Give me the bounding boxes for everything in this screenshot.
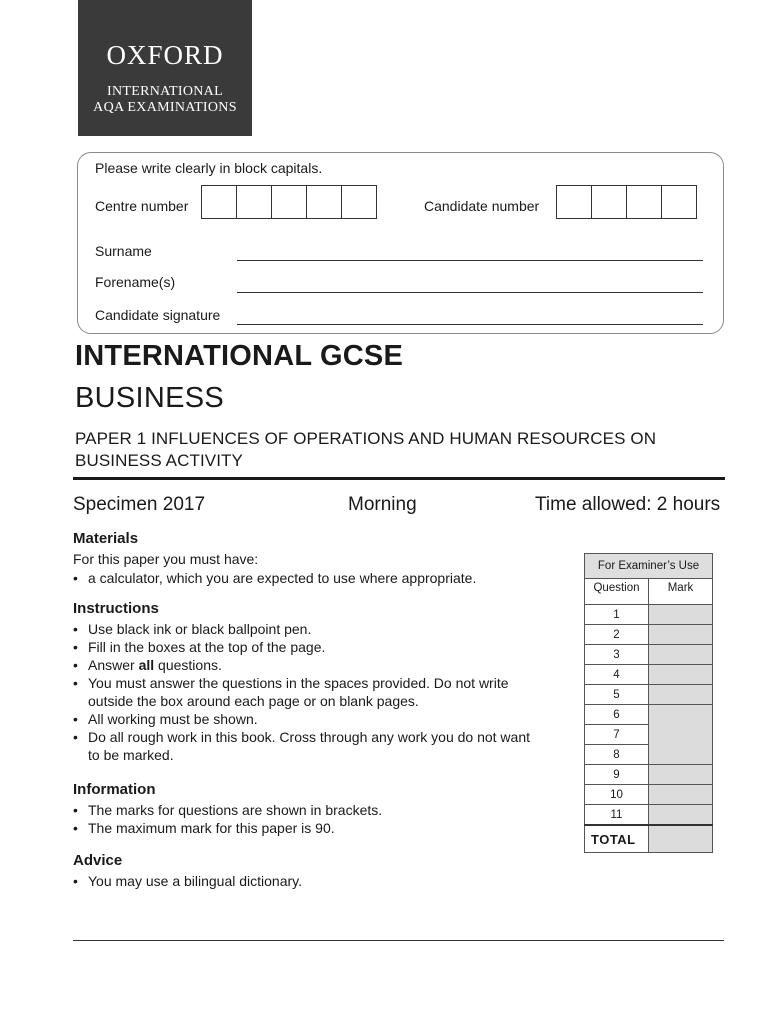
question-number: 6 bbox=[585, 705, 649, 725]
list-item: • You may use a bilingual dictionary. bbox=[73, 872, 533, 890]
information-section bbox=[73, 781, 533, 837]
question-number: 5 bbox=[585, 685, 649, 705]
mark-cell[interactable] bbox=[649, 685, 713, 705]
logo-line-aqa: AQA EXAMINATIONS bbox=[93, 100, 237, 115]
question-number: 3 bbox=[585, 645, 649, 665]
materials-intro: For this paper you must have: bbox=[73, 551, 259, 567]
mark-column-header: Mark bbox=[649, 579, 713, 605]
edition-label: Specimen 2017 bbox=[73, 494, 206, 515]
qualification-title: INTERNATIONAL GCSE bbox=[75, 340, 403, 372]
question-number: 2 bbox=[585, 625, 649, 645]
candidate-digit-box[interactable] bbox=[661, 185, 697, 219]
examiner-table-title: For Examiner’s Use bbox=[585, 554, 713, 579]
footer-divider bbox=[73, 940, 724, 941]
mark-cell[interactable] bbox=[649, 645, 713, 665]
instructions-section bbox=[73, 600, 533, 764]
signature-line[interactable] bbox=[237, 324, 703, 325]
answer-suffix: questions. bbox=[154, 657, 222, 673]
forename-line[interactable] bbox=[237, 292, 703, 293]
centre-digit-box[interactable] bbox=[271, 185, 307, 219]
surname-line[interactable] bbox=[237, 260, 703, 261]
question-number: 4 bbox=[585, 665, 649, 685]
centre-digit-box[interactable] bbox=[236, 185, 272, 219]
mark-cell[interactable] bbox=[649, 785, 713, 805]
information-heading: Information bbox=[73, 781, 156, 798]
surname-label: Surname bbox=[95, 243, 152, 259]
advice-list bbox=[73, 872, 533, 890]
mark-cell[interactable] bbox=[649, 665, 713, 685]
question-number: 8 bbox=[585, 745, 649, 765]
question-number: 7 bbox=[585, 725, 649, 745]
materials-list bbox=[73, 569, 533, 587]
mark-cell[interactable] bbox=[649, 625, 713, 645]
candidate-digit-box[interactable] bbox=[591, 185, 627, 219]
list-item: • All working must be shown. bbox=[73, 710, 533, 728]
list-item: • Fill in the boxes at the top of the page. bbox=[73, 638, 533, 656]
heading-divider bbox=[73, 477, 725, 480]
list-item: • You must answer the questions in the spaces provided. Do not write outside the box around each page or on blank pages. bbox=[73, 674, 533, 710]
candidate-digit-box[interactable] bbox=[556, 185, 592, 219]
list-item bbox=[73, 656, 533, 674]
list-item: • Do all rough work in this book. Cross through any work you do not want to be marked. bbox=[73, 728, 533, 764]
centre-number-boxes[interactable] bbox=[201, 185, 377, 219]
block-capitals-instruction: Please write clearly in block capitals. bbox=[95, 160, 323, 176]
centre-number-label: Centre number bbox=[95, 198, 189, 214]
materials-section bbox=[73, 530, 533, 587]
mark-cell[interactable] bbox=[649, 805, 713, 826]
answer-emphasis: all bbox=[138, 657, 155, 673]
session-label: Morning bbox=[348, 494, 417, 515]
paper-title: PAPER 1 INFLUENCES OF OPERATIONS AND HUMAN RESOURCES ON BUSINESS ACTIVITY bbox=[75, 429, 657, 470]
candidate-digit-box[interactable] bbox=[626, 185, 662, 219]
candidate-number-label: Candidate number bbox=[424, 198, 540, 214]
question-number: 9 bbox=[585, 765, 649, 785]
centre-digit-box[interactable] bbox=[306, 185, 342, 219]
mark-cell[interactable] bbox=[649, 605, 713, 625]
total-mark-cell[interactable] bbox=[649, 825, 713, 853]
materials-heading: Materials bbox=[73, 530, 139, 547]
instructions-heading: Instructions bbox=[73, 600, 159, 617]
signature-label: Candidate signature bbox=[95, 307, 221, 323]
mark-cell[interactable] bbox=[649, 705, 713, 765]
question-number: 10 bbox=[585, 785, 649, 805]
question-column-header: Question bbox=[585, 579, 649, 605]
logo-line-international: INTERNATIONAL bbox=[107, 84, 223, 99]
logo-line-oxford: OXFORD bbox=[106, 40, 224, 70]
centre-digit-box[interactable] bbox=[341, 185, 377, 219]
total-label: TOTAL bbox=[585, 825, 649, 853]
candidate-number-boxes[interactable] bbox=[556, 185, 697, 219]
list-item: • a calculator, which you are expected to use where appropriate. bbox=[73, 569, 533, 587]
list-item: • Use black ink or black ballpoint pen. bbox=[73, 620, 533, 638]
instructions-list bbox=[73, 620, 533, 764]
forename-label: Forename(s) bbox=[95, 274, 176, 290]
advice-heading: Advice bbox=[73, 852, 123, 869]
subject-title: BUSINESS bbox=[75, 382, 225, 414]
answer-prefix: Answer bbox=[88, 657, 139, 673]
centre-digit-box[interactable] bbox=[201, 185, 237, 219]
question-number: 11 bbox=[585, 805, 649, 826]
examiner-use-table bbox=[584, 553, 713, 853]
time-allowed-label: Time allowed: 2 hours bbox=[535, 494, 721, 515]
list-item: • The maximum mark for this paper is 90. bbox=[73, 819, 533, 837]
oxford-aqa-logo bbox=[78, 0, 252, 136]
question-number: 1 bbox=[585, 605, 649, 625]
advice-section bbox=[73, 852, 533, 890]
mark-cell[interactable] bbox=[649, 765, 713, 785]
information-list bbox=[73, 801, 533, 837]
list-item: • The marks for questions are shown in brackets. bbox=[73, 801, 533, 819]
